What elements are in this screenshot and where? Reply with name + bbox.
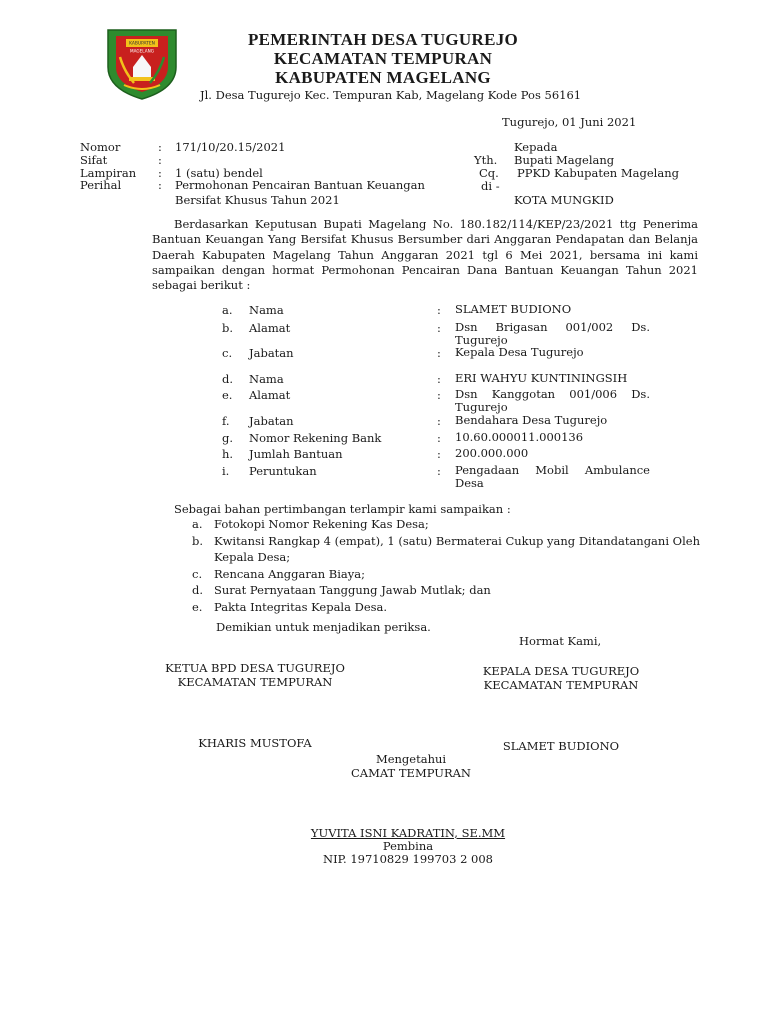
detail-value: 10.60.000011.000136 bbox=[455, 430, 584, 444]
detail-letter: g. bbox=[222, 431, 234, 445]
detail-value: 200.000.000 bbox=[455, 446, 529, 460]
header-address: Jl. Desa Tugurejo Kec. Tempuran Kab, Magelang Kode Pos 56161 bbox=[200, 88, 582, 102]
detail-value: ERI WAHYU KUNTININGSIH bbox=[455, 371, 628, 385]
colon: : bbox=[437, 431, 441, 445]
camat-nip: NIP. 19710829 199703 2 008 bbox=[323, 852, 493, 866]
nomor-label: Nomor bbox=[80, 140, 121, 154]
detail-letter: d. bbox=[222, 372, 234, 386]
detail-label: Peruntukan bbox=[249, 464, 317, 478]
lampiran-label: Lampiran bbox=[80, 166, 137, 180]
colon: : bbox=[437, 303, 441, 317]
body-paragraph bbox=[152, 217, 698, 293]
colon: : bbox=[437, 447, 441, 461]
perihal-label: Perihal bbox=[80, 178, 122, 192]
detail-letter: c. bbox=[222, 346, 233, 360]
detail-label: Nama bbox=[249, 372, 284, 386]
right-signer-title-1: KEPALA DESA TUGUREJO bbox=[482, 664, 640, 678]
recipient-kepada: Kepada bbox=[514, 140, 558, 154]
detail-value: Dsn Brigasan 001/002 Ds. Tugurejo bbox=[455, 320, 650, 347]
hormat-kami: Hormat Kami, bbox=[519, 634, 602, 648]
detail-label: Alamat bbox=[249, 321, 291, 335]
list-item: a. Fotokopi Nomor Rekening Kas Desa; bbox=[192, 517, 429, 531]
colon: : bbox=[437, 414, 441, 428]
perihal-value-2: Bersifat Khusus Tahun 2021 bbox=[175, 193, 340, 207]
detail-letter: e. bbox=[222, 388, 233, 402]
logo-text-2: MAGELANG bbox=[130, 48, 154, 54]
detail-value: SLAMET BUDIONO bbox=[455, 302, 572, 316]
recipient-di: di - bbox=[481, 179, 500, 193]
mengetahui: Mengetahui bbox=[375, 752, 447, 766]
detail-letter: i. bbox=[222, 464, 230, 478]
colon: : bbox=[437, 321, 441, 335]
nomor-value: 171/10/20.15/2021 bbox=[175, 140, 286, 154]
detail-value: Dsn Kanggotan 001/006 Ds. Tugurejo bbox=[455, 387, 650, 414]
perihal-value-1: Permohonan Pencairan Bantuan Keuangan bbox=[175, 178, 425, 192]
attachments-intro: Sebagai bahan pertimbangan terlampir kami sampaikan : bbox=[174, 502, 511, 516]
detail-letter: f. bbox=[222, 414, 230, 428]
lampiran-value: 1 (satu) bendel bbox=[175, 166, 263, 180]
left-signer-name: KHARIS MUSTOFA bbox=[198, 736, 312, 750]
list-item: b. Kwitansi Rangkap 4 (empat), 1 (satu) Bermaterai Cukup yang Ditandatangani Oleh Kepala Desa; bbox=[192, 533, 700, 564]
colon: : bbox=[158, 140, 162, 154]
colon: : bbox=[158, 178, 162, 192]
right-signer-title-2: KECAMATAN TEMPURAN bbox=[483, 678, 639, 692]
detail-value: Pengadaan Mobil Ambulance Desa bbox=[455, 463, 650, 490]
detail-letter: h. bbox=[222, 447, 234, 461]
closing-text: Demikian untuk menjadikan periksa. bbox=[216, 620, 431, 634]
list-item: c. Rencana Anggaran Biaya; bbox=[192, 566, 366, 581]
detail-label: Jabatan bbox=[249, 414, 294, 428]
detail-label: Jabatan bbox=[249, 346, 294, 360]
right-signer-name: SLAMET BUDIONO bbox=[502, 739, 620, 753]
header-line-2: KECAMATAN TEMPURAN bbox=[273, 49, 493, 68]
detail-value: Kepala Desa Tugurejo bbox=[455, 345, 584, 359]
header-line-3: KABUPATEN MAGELANG bbox=[275, 68, 491, 87]
detail-label: Jumlah Bantuan bbox=[249, 447, 343, 461]
recipient-yth: Yth. bbox=[474, 153, 498, 167]
left-signer-title-1: KETUA BPD DESA TUGUREJO bbox=[165, 661, 345, 675]
detail-letter: b. bbox=[222, 321, 234, 335]
recipient-city: KOTA MUNGKID bbox=[514, 193, 614, 207]
colon: : bbox=[437, 372, 441, 386]
logo-text-1: KABUPATEN bbox=[129, 41, 155, 47]
colon: : bbox=[437, 464, 441, 478]
camat-title: CAMAT TEMPURAN bbox=[351, 766, 471, 780]
sifat-label: Sifat bbox=[80, 153, 108, 167]
detail-label: Alamat bbox=[249, 388, 291, 402]
detail-value: Bendahara Desa Tugurejo bbox=[455, 413, 608, 427]
list-item: d. Surat Pernyataan Tanggung Jawab Mutlak; dan bbox=[192, 583, 491, 597]
detail-label: Nama bbox=[249, 303, 284, 317]
camat-rank: Pembina bbox=[382, 839, 434, 853]
colon: : bbox=[437, 346, 441, 360]
recipient-cq-value: PPKD Kabupaten Magelang bbox=[517, 166, 679, 180]
list-item: e. Pakta Integritas Kepala Desa. bbox=[192, 599, 388, 614]
header-line-1: PEMERINTAH DESA TUGUREJO bbox=[247, 30, 519, 49]
colon: : bbox=[158, 166, 162, 180]
recipient-cq: Cq. bbox=[479, 166, 499, 180]
body-paragraph-text: Berdasarkan Keputusan Bupati Magelang No. 180.182/114/KEP/23/2021 ttg Penerima Bantuan Keuangan Yang Bersifat Khusus Bersumber dari Anggaran Pendapatan dan Belanja Daerah Kabupaten Magelang Tahun Anggaran 2021 tgl 6 Mei 2021, bersama ini kami sampaikan dengan hormat Permohonan Pencairan Dana Bantuan Keuangan Tahun 2021 sebagai berikut : bbox=[152, 217, 698, 293]
attachments-list bbox=[192, 516, 700, 615]
camat-name: YUVITA ISNI KADRATIN, SE.MM bbox=[310, 826, 506, 840]
letter-date: Tugurejo, 01 Juni 2021 bbox=[502, 115, 637, 129]
detail-label: Nomor Rekening Bank bbox=[249, 431, 382, 445]
left-signer-title-2: KECAMATAN TEMPURAN bbox=[177, 675, 333, 689]
colon: : bbox=[437, 388, 441, 402]
colon: : bbox=[158, 153, 162, 167]
recipient-yth-value: Bupati Magelang bbox=[514, 153, 615, 167]
regency-logo bbox=[104, 27, 180, 101]
detail-letter: a. bbox=[222, 303, 233, 317]
